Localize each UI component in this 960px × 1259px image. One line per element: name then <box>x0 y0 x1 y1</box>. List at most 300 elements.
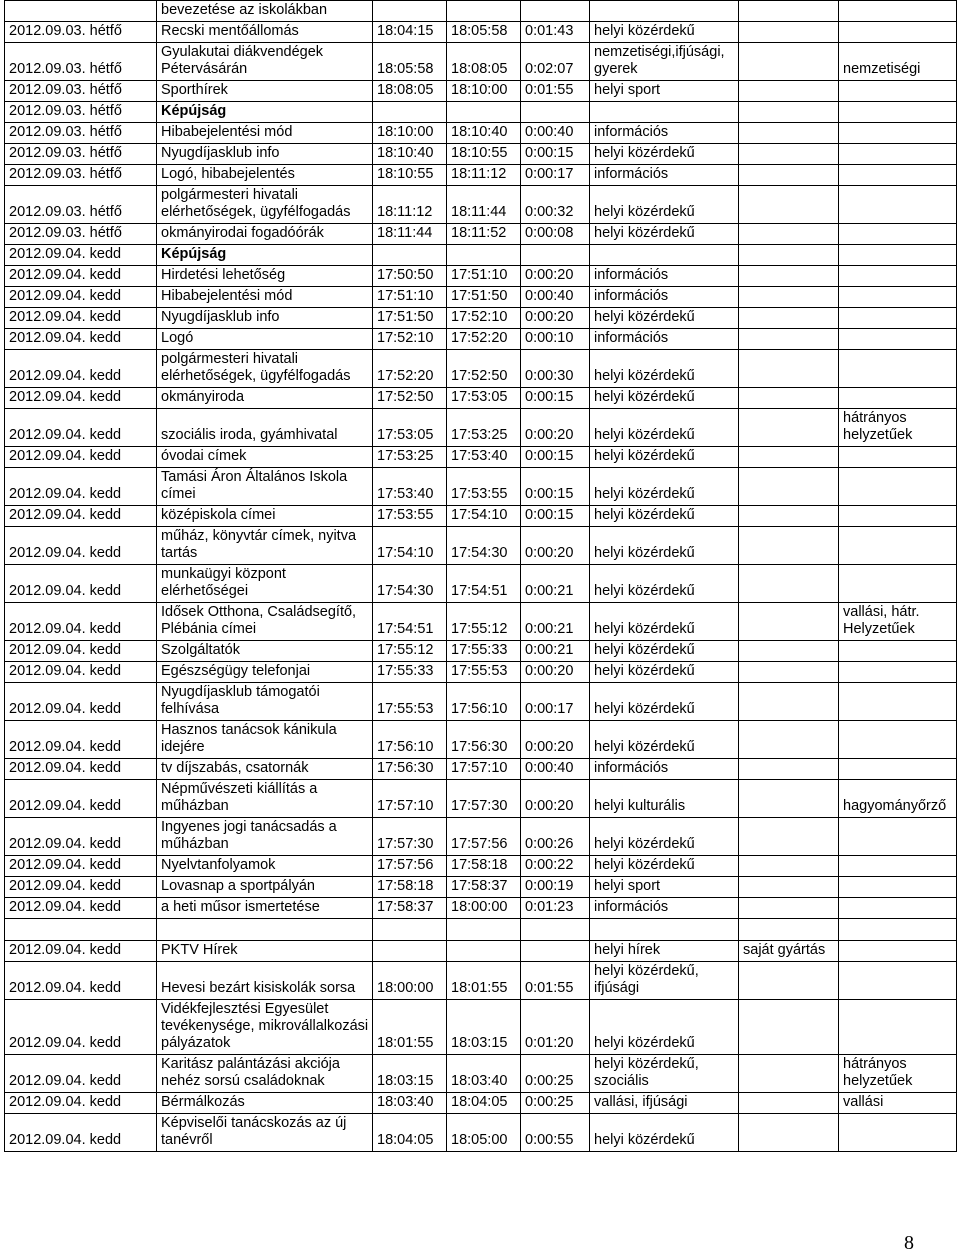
category-cell <box>590 1 739 22</box>
audience-cell <box>839 186 957 224</box>
start-time-cell: 17:53:05 <box>373 409 447 447</box>
duration-cell: 0:00:21 <box>521 565 590 603</box>
table-row <box>5 1 957 22</box>
end-time-cell <box>447 245 521 266</box>
title-cell: Hibabejelentési mód <box>157 123 373 144</box>
table-row <box>5 144 957 165</box>
empty-cell <box>373 919 447 941</box>
date-cell: 2012.09.03. hétfő <box>5 102 157 123</box>
production-cell: saját gyártás <box>739 941 839 962</box>
audience-cell <box>839 468 957 506</box>
title-cell: Nyugdíjasklub info <box>157 308 373 329</box>
start-time-cell: 18:10:55 <box>373 165 447 186</box>
production-cell <box>739 962 839 1000</box>
end-time-cell: 18:03:40 <box>447 1055 521 1093</box>
duration-cell: 0:00:40 <box>521 287 590 308</box>
production-cell <box>739 818 839 856</box>
audience-cell: hátrányos helyzetűek <box>839 409 957 447</box>
title-cell: tv díjszabás, csatornák <box>157 759 373 780</box>
date-cell: 2012.09.04. kedd <box>5 1000 157 1055</box>
end-time-cell: 17:53:05 <box>447 388 521 409</box>
table-row <box>5 565 957 603</box>
title-cell: Vidékfejlesztési Egyesület tevékenysége, mikrovállalkozási pályázatok <box>157 1000 373 1055</box>
category-cell: helyi közérdekű <box>590 308 739 329</box>
date-cell: 2012.09.04. kedd <box>5 1114 157 1152</box>
audience-cell <box>839 1114 957 1152</box>
duration-cell: 0:01:23 <box>521 898 590 919</box>
table-row <box>5 329 957 350</box>
production-cell <box>739 245 839 266</box>
title-cell: Logó <box>157 329 373 350</box>
start-time-cell: 17:52:20 <box>373 350 447 388</box>
end-time-cell: 18:08:05 <box>447 43 521 81</box>
production-cell <box>739 409 839 447</box>
end-time-cell: 18:10:40 <box>447 123 521 144</box>
audience-cell: vallási, hátr. Helyzetűek <box>839 603 957 641</box>
table-row <box>5 22 957 43</box>
date-cell: 2012.09.04. kedd <box>5 856 157 877</box>
date-cell: 2012.09.03. hétfő <box>5 81 157 102</box>
date-cell: 2012.09.04. kedd <box>5 245 157 266</box>
date-cell: 2012.09.04. kedd <box>5 962 157 1000</box>
start-time-cell: 17:56:10 <box>373 721 447 759</box>
duration-cell: 0:00:26 <box>521 818 590 856</box>
audience-cell <box>839 287 957 308</box>
end-time-cell <box>447 1 521 22</box>
duration-cell: 0:00:15 <box>521 506 590 527</box>
table-row <box>5 186 957 224</box>
duration-cell: 0:00:10 <box>521 329 590 350</box>
duration-cell: 0:00:15 <box>521 144 590 165</box>
production-cell <box>739 224 839 245</box>
date-cell: 2012.09.04. kedd <box>5 818 157 856</box>
end-time-cell: 17:56:30 <box>447 721 521 759</box>
audience-cell <box>839 721 957 759</box>
end-time-cell: 17:55:12 <box>447 603 521 641</box>
empty-cell <box>590 919 739 941</box>
table-row <box>5 245 957 266</box>
empty-cell <box>447 919 521 941</box>
duration-cell: 0:01:55 <box>521 81 590 102</box>
category-cell: helyi közérdekű <box>590 350 739 388</box>
audience-cell: hátrányos helyzetűek <box>839 1055 957 1093</box>
date-cell: 2012.09.04. kedd <box>5 759 157 780</box>
date-cell: 2012.09.04. kedd <box>5 877 157 898</box>
date-cell: 2012.09.04. kedd <box>5 388 157 409</box>
duration-cell: 0:00:22 <box>521 856 590 877</box>
table-row <box>5 123 957 144</box>
audience-cell <box>839 350 957 388</box>
category-cell: helyi közérdekű <box>590 22 739 43</box>
end-time-cell: 18:10:55 <box>447 144 521 165</box>
duration-cell: 0:00:17 <box>521 165 590 186</box>
audience-cell <box>839 447 957 468</box>
end-time-cell: 17:54:30 <box>447 527 521 565</box>
audience-cell: vallási <box>839 1093 957 1114</box>
start-time-cell: 17:57:30 <box>373 818 447 856</box>
audience-cell <box>839 759 957 780</box>
category-cell: információs <box>590 287 739 308</box>
start-time-cell: 18:01:55 <box>373 1000 447 1055</box>
date-cell: 2012.09.04. kedd <box>5 266 157 287</box>
start-time-cell: 17:52:10 <box>373 329 447 350</box>
production-cell <box>739 123 839 144</box>
empty-cell <box>157 919 373 941</box>
start-time-cell: 18:04:15 <box>373 22 447 43</box>
start-time-cell: 17:56:30 <box>373 759 447 780</box>
title-cell: Hasznos tanácsok kánikula idejére <box>157 721 373 759</box>
end-time-cell: 18:05:00 <box>447 1114 521 1152</box>
title-cell: Nyugdíjasklub info <box>157 144 373 165</box>
category-cell: információs <box>590 898 739 919</box>
end-time-cell: 17:57:30 <box>447 780 521 818</box>
title-cell: Nyugdíjasklub támogatói felhívása <box>157 683 373 721</box>
duration-cell: 0:00:21 <box>521 641 590 662</box>
table-row <box>5 287 957 308</box>
production-cell <box>739 603 839 641</box>
production-cell <box>739 1000 839 1055</box>
table-row <box>5 877 957 898</box>
audience-cell <box>839 818 957 856</box>
schedule-table <box>4 0 957 1152</box>
date-cell: 2012.09.04. kedd <box>5 447 157 468</box>
start-time-cell: 18:11:12 <box>373 186 447 224</box>
title-cell: Szolgáltatók <box>157 641 373 662</box>
title-cell: Hibabejelentési mód <box>157 287 373 308</box>
date-cell: 2012.09.04. kedd <box>5 683 157 721</box>
title-cell: Egészségügy telefonjai <box>157 662 373 683</box>
start-time-cell: 18:11:44 <box>373 224 447 245</box>
table-row <box>5 388 957 409</box>
category-cell: helyi közérdekű <box>590 144 739 165</box>
audience-cell <box>839 266 957 287</box>
category-cell: helyi közérdekű, szociális <box>590 1055 739 1093</box>
empty-cell <box>521 919 590 941</box>
category-cell: helyi közérdekű <box>590 1114 739 1152</box>
table-row <box>5 165 957 186</box>
start-time-cell: 18:03:40 <box>373 1093 447 1114</box>
start-time-cell: 17:57:10 <box>373 780 447 818</box>
duration-cell: 0:00:20 <box>521 721 590 759</box>
date-cell: 2012.09.03. hétfő <box>5 165 157 186</box>
duration-cell: 0:01:55 <box>521 962 590 1000</box>
date-cell <box>5 1 157 22</box>
production-cell <box>739 266 839 287</box>
title-cell: Bérmálkozás <box>157 1093 373 1114</box>
table-row <box>5 780 957 818</box>
category-cell: információs <box>590 329 739 350</box>
audience-cell: hagyományőrző <box>839 780 957 818</box>
category-cell: helyi közérdekű, ifjúsági <box>590 962 739 1000</box>
title-cell: Sporthírek <box>157 81 373 102</box>
production-cell <box>739 22 839 43</box>
audience-cell <box>839 962 957 1000</box>
table-row <box>5 856 957 877</box>
audience-cell <box>839 388 957 409</box>
duration-cell: 0:00:20 <box>521 780 590 818</box>
audience-cell <box>839 898 957 919</box>
production-cell <box>739 527 839 565</box>
table-row <box>5 81 957 102</box>
production-cell <box>739 388 839 409</box>
title-cell: Népművészeti kiállítás a műházban <box>157 780 373 818</box>
title-cell: Idősek Otthona, Családsegítő, Plébánia címei <box>157 603 373 641</box>
category-cell: helyi közérdekű <box>590 683 739 721</box>
table-row <box>5 266 957 287</box>
end-time-cell: 17:51:50 <box>447 287 521 308</box>
table-row <box>5 818 957 856</box>
title-cell: Tamási Áron Általános Iskola címei <box>157 468 373 506</box>
duration-cell: 0:00:20 <box>521 527 590 565</box>
audience-cell <box>839 565 957 603</box>
title-cell: Gyulakutai diákvendégek Pétervásárán <box>157 43 373 81</box>
table-row <box>5 721 957 759</box>
start-time-cell: 17:58:18 <box>373 877 447 898</box>
title-cell: okmányirodai fogadóórák <box>157 224 373 245</box>
category-cell: információs <box>590 165 739 186</box>
end-time-cell: 17:53:40 <box>447 447 521 468</box>
start-time-cell: 17:55:53 <box>373 683 447 721</box>
start-time-cell: 18:08:05 <box>373 81 447 102</box>
title-cell: Nyelvtanfolyamok <box>157 856 373 877</box>
title-cell: a heti műsor ismertetése <box>157 898 373 919</box>
start-time-cell: 17:54:51 <box>373 603 447 641</box>
category-cell: helyi közérdekű <box>590 527 739 565</box>
date-cell: 2012.09.04. kedd <box>5 721 157 759</box>
title-cell: szociális iroda, gyámhivatal <box>157 409 373 447</box>
audience-cell <box>839 224 957 245</box>
category-cell: vallási, ifjúsági <box>590 1093 739 1114</box>
end-time-cell: 17:54:51 <box>447 565 521 603</box>
category-cell: helyi közérdekű <box>590 186 739 224</box>
production-cell <box>739 329 839 350</box>
category-cell: információs <box>590 266 739 287</box>
table-row <box>5 662 957 683</box>
table-row <box>5 350 957 388</box>
duration-cell: 0:00:15 <box>521 388 590 409</box>
start-time-cell: 17:55:12 <box>373 641 447 662</box>
audience-cell <box>839 641 957 662</box>
audience-cell <box>839 165 957 186</box>
duration-cell: 0:00:32 <box>521 186 590 224</box>
date-cell: 2012.09.03. hétfő <box>5 22 157 43</box>
date-cell: 2012.09.03. hétfő <box>5 224 157 245</box>
category-cell: információs <box>590 123 739 144</box>
start-time-cell: 17:55:33 <box>373 662 447 683</box>
production-cell <box>739 1114 839 1152</box>
audience-cell <box>839 329 957 350</box>
category-cell: helyi közérdekű <box>590 409 739 447</box>
table-row <box>5 468 957 506</box>
title-cell: Logó, hibabejelentés <box>157 165 373 186</box>
start-time-cell: 17:53:40 <box>373 468 447 506</box>
category-cell <box>590 245 739 266</box>
end-time-cell: 17:52:20 <box>447 329 521 350</box>
duration-cell: 0:01:20 <box>521 1000 590 1055</box>
duration-cell <box>521 1 590 22</box>
end-time-cell: 18:04:05 <box>447 1093 521 1114</box>
end-time-cell: 18:05:58 <box>447 22 521 43</box>
end-time-cell: 17:52:50 <box>447 350 521 388</box>
table-row <box>5 1000 957 1055</box>
title-cell: középiskola címei <box>157 506 373 527</box>
production-cell <box>739 565 839 603</box>
table-row <box>5 527 957 565</box>
start-time-cell: 18:10:40 <box>373 144 447 165</box>
start-time-cell: 18:03:15 <box>373 1055 447 1093</box>
end-time-cell <box>447 941 521 962</box>
date-cell: 2012.09.04. kedd <box>5 898 157 919</box>
page-number: 8 <box>904 1232 914 1254</box>
audience-cell <box>839 662 957 683</box>
category-cell: helyi közérdekű <box>590 721 739 759</box>
table-row <box>5 603 957 641</box>
production-cell <box>739 1 839 22</box>
table-row <box>5 941 957 962</box>
production-cell <box>739 506 839 527</box>
audience-cell <box>839 856 957 877</box>
audience-cell <box>839 1 957 22</box>
duration-cell: 0:00:20 <box>521 308 590 329</box>
start-time-cell: 17:51:50 <box>373 308 447 329</box>
end-time-cell: 18:11:12 <box>447 165 521 186</box>
start-time-cell: 18:05:58 <box>373 43 447 81</box>
empty-cell <box>739 919 839 941</box>
production-cell <box>739 683 839 721</box>
date-cell: 2012.09.04. kedd <box>5 308 157 329</box>
category-cell: helyi sport <box>590 877 739 898</box>
audience-cell: nemzetiségi <box>839 43 957 81</box>
date-cell: 2012.09.04. kedd <box>5 329 157 350</box>
duration-cell <box>521 941 590 962</box>
empty-cell <box>839 919 957 941</box>
category-cell: helyi közérdekű <box>590 565 739 603</box>
date-cell: 2012.09.04. kedd <box>5 565 157 603</box>
end-time-cell: 17:58:37 <box>447 877 521 898</box>
end-time-cell: 17:57:56 <box>447 818 521 856</box>
production-cell <box>739 350 839 388</box>
duration-cell: 0:00:17 <box>521 683 590 721</box>
end-time-cell: 17:55:33 <box>447 641 521 662</box>
production-cell <box>739 468 839 506</box>
table-row <box>5 683 957 721</box>
start-time-cell: 17:50:50 <box>373 266 447 287</box>
category-cell: helyi közérdekű <box>590 856 739 877</box>
duration-cell: 0:00:55 <box>521 1114 590 1152</box>
title-cell: Karitász palántázási akciója nehéz sorsú családoknak <box>157 1055 373 1093</box>
production-cell <box>739 186 839 224</box>
duration-cell: 0:00:40 <box>521 759 590 780</box>
date-cell: 2012.09.04. kedd <box>5 527 157 565</box>
start-time-cell: 17:54:10 <box>373 527 447 565</box>
production-cell <box>739 877 839 898</box>
audience-cell <box>839 22 957 43</box>
title-cell: polgármesteri hivatali elérhetőségek, ügyfélfogadás <box>157 350 373 388</box>
date-cell: 2012.09.04. kedd <box>5 468 157 506</box>
title-cell: polgármesteri hivatali elérhetőségek, ügyfélfogadás <box>157 186 373 224</box>
duration-cell: 0:00:08 <box>521 224 590 245</box>
title-cell: Hevesi bezárt kisiskolák sorsa <box>157 962 373 1000</box>
title-cell: Képviselői tanácskozás az új tanévről <box>157 1114 373 1152</box>
title-cell: Lovasnap a sportpályán <box>157 877 373 898</box>
production-cell <box>739 102 839 123</box>
table-row <box>5 102 957 123</box>
table-row <box>5 409 957 447</box>
category-cell: helyi közérdekű <box>590 388 739 409</box>
table-row <box>5 1055 957 1093</box>
start-time-cell: 17:53:25 <box>373 447 447 468</box>
spacer-row <box>5 919 957 941</box>
duration-cell: 0:00:40 <box>521 123 590 144</box>
production-cell <box>739 856 839 877</box>
production-cell <box>739 662 839 683</box>
duration-cell <box>521 102 590 123</box>
date-cell: 2012.09.04. kedd <box>5 780 157 818</box>
category-cell: helyi közérdekű <box>590 224 739 245</box>
empty-cell <box>5 919 157 941</box>
end-time-cell: 18:11:52 <box>447 224 521 245</box>
date-cell: 2012.09.04. kedd <box>5 1055 157 1093</box>
end-time-cell: 18:11:44 <box>447 186 521 224</box>
end-time-cell: 17:53:25 <box>447 409 521 447</box>
date-cell: 2012.09.03. hétfő <box>5 123 157 144</box>
title-cell: Képújság <box>157 102 373 123</box>
end-time-cell: 18:03:15 <box>447 1000 521 1055</box>
category-cell: helyi hírek <box>590 941 739 962</box>
end-time-cell <box>447 102 521 123</box>
title-cell: munkaügyi központ elérhetőségei <box>157 565 373 603</box>
date-cell: 2012.09.04. kedd <box>5 287 157 308</box>
end-time-cell: 17:56:10 <box>447 683 521 721</box>
audience-cell <box>839 527 957 565</box>
end-time-cell: 17:58:18 <box>447 856 521 877</box>
table-row <box>5 224 957 245</box>
production-cell <box>739 447 839 468</box>
table-row <box>5 898 957 919</box>
start-time-cell: 17:58:37 <box>373 898 447 919</box>
date-cell: 2012.09.04. kedd <box>5 506 157 527</box>
end-time-cell: 17:51:10 <box>447 266 521 287</box>
audience-cell <box>839 506 957 527</box>
duration-cell: 0:00:20 <box>521 409 590 447</box>
duration-cell: 0:00:20 <box>521 266 590 287</box>
date-cell: 2012.09.04. kedd <box>5 409 157 447</box>
start-time-cell <box>373 102 447 123</box>
start-time-cell: 18:04:05 <box>373 1114 447 1152</box>
production-cell <box>739 898 839 919</box>
duration-cell: 0:00:25 <box>521 1093 590 1114</box>
category-cell: helyi közérdekű <box>590 818 739 856</box>
table-row <box>5 506 957 527</box>
start-time-cell: 18:00:00 <box>373 962 447 1000</box>
end-time-cell: 18:00:00 <box>447 898 521 919</box>
production-cell <box>739 165 839 186</box>
duration-cell: 0:00:25 <box>521 1055 590 1093</box>
table-row <box>5 447 957 468</box>
audience-cell <box>839 941 957 962</box>
production-cell <box>739 641 839 662</box>
end-time-cell: 17:52:10 <box>447 308 521 329</box>
end-time-cell: 18:10:00 <box>447 81 521 102</box>
table-row <box>5 641 957 662</box>
production-cell <box>739 144 839 165</box>
audience-cell <box>839 144 957 165</box>
table-row <box>5 962 957 1000</box>
audience-cell <box>839 102 957 123</box>
category-cell <box>590 102 739 123</box>
category-cell: helyi közérdekű <box>590 662 739 683</box>
date-cell: 2012.09.04. kedd <box>5 603 157 641</box>
